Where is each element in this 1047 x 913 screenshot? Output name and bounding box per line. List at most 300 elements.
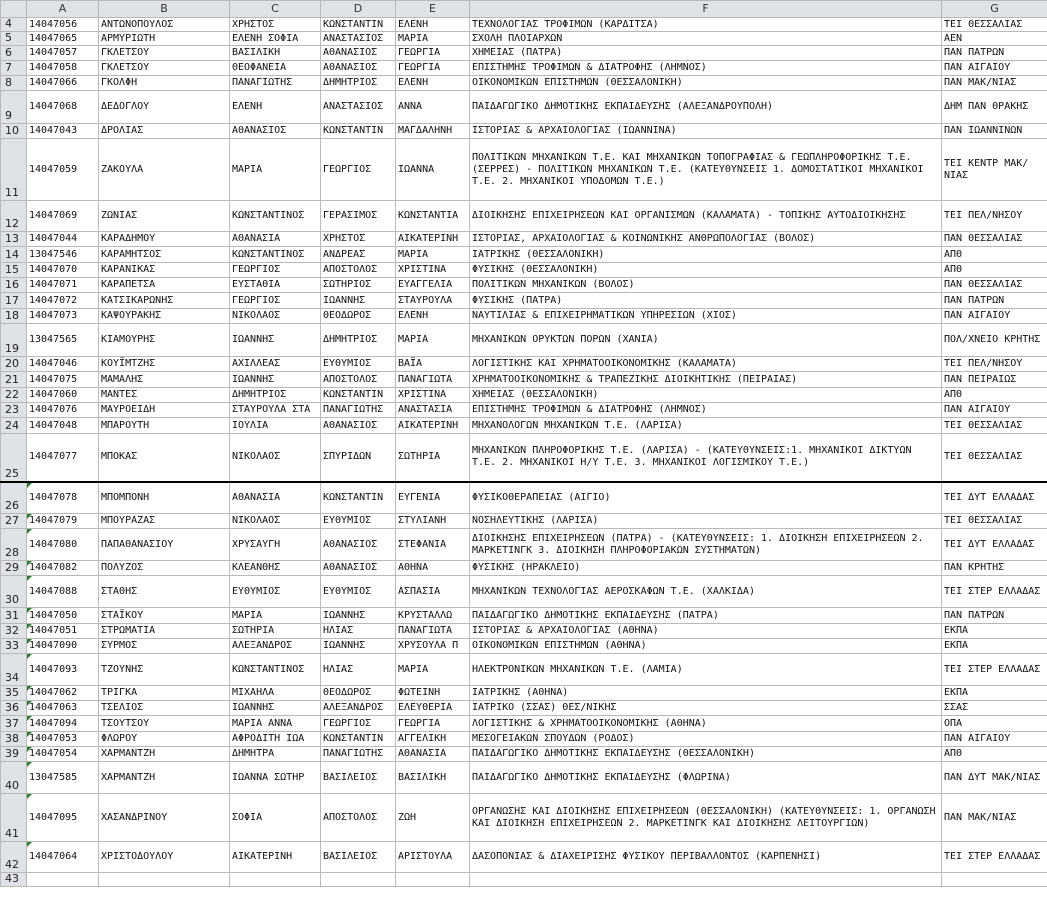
row-header[interactable]: 24	[1, 418, 27, 434]
cell-father-name[interactable]: ΑΘΑΝΑΣΙΟΣ	[321, 418, 396, 434]
row-header[interactable]: 42	[1, 842, 27, 873]
cell-institution[interactable]: ΠΑΝ ΔΥΤ ΜΑΚ/ΝΙΑΣ	[942, 762, 1047, 794]
cell-department[interactable]	[470, 873, 942, 887]
cell-father-name[interactable]: ΑΝΑΣΤΑΣΙΟΣ	[321, 91, 396, 124]
cell-father-name[interactable]: ΕΥΘΥΜΙΟΣ	[321, 576, 396, 608]
row-header[interactable]: 41	[1, 794, 27, 842]
cell-mother-name[interactable]: ΜΑΓΔΑΛΗΝΗ	[396, 124, 470, 139]
cell-department[interactable]: ΠΑΙΔΑΓΩΓΙΚΟ ΔΗΜΟΤΙΚΗΣ ΕΚΠΑΙΔΕΥΣΗΣ (ΘΕΣΣΑΛΟΝΙΚΗ)	[470, 747, 942, 762]
cell-institution[interactable]: ΠΑΝ ΘΕΣΣΑΛΙΑΣ	[942, 278, 1047, 293]
cell-institution[interactable]: ΠΑΝ ΜΑΚ/ΝΙΑΣ	[942, 76, 1047, 91]
cell-id[interactable]: 14047060	[27, 388, 99, 403]
cell-id[interactable]: 14047054	[27, 747, 99, 762]
cell-father-name[interactable]: ΓΕΡΑΣΙΜΟΣ	[321, 201, 396, 232]
cell-institution[interactable]: ΤΕΙ ΚΕΝΤΡ ΜΑΚ/ΝΙΑΣ	[942, 139, 1047, 201]
cell-mother-name[interactable]: ΕΛΕΥΘΕΡΙΑ	[396, 701, 470, 716]
cell-institution[interactable]: ΠΑΝ ΘΕΣΣΑΛΙΑΣ	[942, 232, 1047, 247]
cell-mother-name[interactable]: ΣΩΤΗΡΙΑ	[396, 434, 470, 482]
row-header[interactable]: 7	[1, 61, 27, 76]
cell-mother-name[interactable]	[396, 873, 470, 887]
cell-first-name[interactable]: ΜΑΡΙΑ ΑΝΝΑ	[230, 716, 321, 732]
cell-first-name[interactable]: ΣΩΤΗΡΙΑ	[230, 624, 321, 639]
cell-father-name[interactable]: ΑΘΑΝΑΣΙΟΣ	[321, 529, 396, 561]
cell-first-name[interactable]: ΓΕΩΡΓΙΟΣ	[230, 263, 321, 278]
cell-father-name[interactable]: ΙΩΑΝΝΗΣ	[321, 608, 396, 624]
cell-mother-name[interactable]: ΒΑΪΑ	[396, 357, 470, 372]
cell-surname[interactable]: ΚΑΡΑΝΙΚΑΣ	[99, 263, 230, 278]
cell-surname[interactable]: ΠΑΠΑΘΑΝΑΣΙΟΥ	[99, 529, 230, 561]
cell-institution[interactable]: ΤΕΙ ΘΕΣΣΑΛΙΑΣ	[942, 434, 1047, 482]
row-header[interactable]: 6	[1, 46, 27, 61]
select-all-corner[interactable]	[1, 1, 27, 18]
cell-institution[interactable]: ΕΚΠΑ	[942, 639, 1047, 654]
cell-father-name[interactable]: ΧΡΗΣΤΟΣ	[321, 232, 396, 247]
cell-institution[interactable]: ΠΑΝ ΙΩΑΝΝΙΝΩΝ	[942, 124, 1047, 139]
cell-institution[interactable]: ΕΚΠΑ	[942, 686, 1047, 701]
cell-surname[interactable]: ΖΑΚΟΥΛΑ	[99, 139, 230, 201]
cell-first-name[interactable]: ΕΛΕΝΗ ΣΟΦΙΑ	[230, 32, 321, 46]
row-header[interactable]: 31	[1, 608, 27, 624]
cell-first-name[interactable]: ΧΡΥΣΑΥΓΗ	[230, 529, 321, 561]
cell-institution[interactable]: ΔΗΜ ΠΑΝ ΘΡΑΚΗΣ	[942, 91, 1047, 124]
cell-department[interactable]: ΜΕΣΟΓΕΙΑΚΩΝ ΣΠΟΥΔΩΝ (ΡΟΔΟΣ)	[470, 732, 942, 747]
cell-id[interactable]: 14047073	[27, 309, 99, 324]
cell-father-name[interactable]: ΑΛΕΞΑΝΔΡΟΣ	[321, 701, 396, 716]
cell-father-name[interactable]: ΠΑΝΑΓΙΩΤΗΣ	[321, 747, 396, 762]
cell-institution[interactable]	[942, 873, 1047, 887]
cell-mother-name[interactable]: ΑΝΝΑ	[396, 91, 470, 124]
cell-father-name[interactable]: ΘΕΟΔΩΡΟΣ	[321, 309, 396, 324]
row-header[interactable]: 10	[1, 124, 27, 139]
cell-department[interactable]: ΧΡΗΜΑΤΟΟΙΚΟΝΟΜΙΚΗΣ & ΤΡΑΠΕΖΙΚΗΣ ΔΙΟΙΚΗΤΙΚΗΣ (ΠΕΙΡΑΙΑΣ)	[470, 372, 942, 388]
row-header[interactable]: 20	[1, 357, 27, 372]
cell-mother-name[interactable]: ΦΩΤΕΙΝΗ	[396, 686, 470, 701]
cell-institution[interactable]: ΤΕΙ ΠΕΛ/ΝΗΣΟΥ	[942, 357, 1047, 372]
cell-id[interactable]: 14047065	[27, 32, 99, 46]
cell-surname[interactable]: ΑΝΤΩΝΟΠΟΥΛΟΣ	[99, 18, 230, 32]
cell-surname[interactable]: ΔΕΔΟΓΛΟΥ	[99, 91, 230, 124]
cell-father-name[interactable]: ΘΕΟΔΩΡΟΣ	[321, 686, 396, 701]
cell-father-name[interactable]: ΑΘΑΝΑΣΙΟΣ	[321, 61, 396, 76]
cell-department[interactable]: ΜΗΧΑΝΙΚΩΝ ΠΛΗΡΟΦΟΡΙΚΗΣ Τ.Ε. (ΛΑΡΙΣΑ) - (ΚΑΤΕΥΘΥΝΣΕΙΣ:1. ΜΗΧΑΝΙΚΟΙ ΔΙΚΤΥΩΝ Τ.Ε. 2. ΜΗΧΑΝΙΚΟΙ Η/Υ Τ.Ε. 3. ΜΗΧΑΝΙΚΟΙ ΛΟΓΙΣΜΙΚΟΥ Τ.Ε.)	[470, 434, 942, 482]
cell-first-name[interactable]	[230, 873, 321, 887]
cell-surname[interactable]: ΣΥΡΜΟΣ	[99, 639, 230, 654]
cell-first-name[interactable]: ΝΙΚΟΛΑΟΣ	[230, 514, 321, 529]
cell-mother-name[interactable]: ΕΛΕΝΗ	[396, 18, 470, 32]
cell-father-name[interactable]: ΣΠΥΡΙΔΩΝ	[321, 434, 396, 482]
cell-institution[interactable]: ΠΑΝ ΠΑΤΡΩΝ	[942, 608, 1047, 624]
cell-surname[interactable]: ΤΣΟΥΤΣΟΥ	[99, 716, 230, 732]
cell-first-name[interactable]: ΙΩΑΝΝΗΣ	[230, 701, 321, 716]
cell-mother-name[interactable]: ΓΕΩΡΓΙΑ	[396, 716, 470, 732]
cell-surname[interactable]: ΓΚΟΛΦΗ	[99, 76, 230, 91]
cell-surname[interactable]: ΓΚΛΕΤΣΟΥ	[99, 46, 230, 61]
cell-institution[interactable]: ΑΠΘ	[942, 388, 1047, 403]
cell-surname[interactable]: ΦΛΩΡΟΥ	[99, 732, 230, 747]
column-header-c[interactable]: C	[230, 1, 321, 18]
cell-first-name[interactable]: ΑΦΡΟΔΙΤΗ ΙΩΑ	[230, 732, 321, 747]
cell-first-name[interactable]: ΑΘΑΝΑΣΙΑ	[230, 482, 321, 514]
cell-department[interactable]: ΟΙΚΟΝΟΜΙΚΩΝ ΕΠΙΣΤΗΜΩΝ (ΑΘΗΝΑ)	[470, 639, 942, 654]
cell-father-name[interactable]: ΚΩΝΣΤΑΝΤΙΝ	[321, 18, 396, 32]
cell-mother-name[interactable]: ΙΩΑΝΝΑ	[396, 139, 470, 201]
cell-department[interactable]: ΧΗΜΕΙΑΣ (ΘΕΣΣΑΛΟΝΙΚΗ)	[470, 388, 942, 403]
cell-father-name[interactable]: ΚΩΝΣΤΑΝΤΙΝ	[321, 124, 396, 139]
cell-institution[interactable]: ΤΕΙ ΘΕΣΣΑΛΙΑΣ	[942, 18, 1047, 32]
cell-department[interactable]: ΙΑΤΡΙΚΟ (ΣΣΑΣ) ΘΕΣ/ΝΙΚΗΣ	[470, 701, 942, 716]
cell-first-name[interactable]: ΔΗΜΗΤΡΙΟΣ	[230, 388, 321, 403]
cell-department[interactable]: ΝΑΥΤΙΛΙΑΣ & ΕΠΙΧΕΙΡΗΜΑΤΙΚΩΝ ΥΠΗΡΕΣΙΩΝ (ΧΙΟΣ)	[470, 309, 942, 324]
cell-id[interactable]: 14047095	[27, 794, 99, 842]
cell-first-name[interactable]: ΑΘΑΝΑΣΙΑ	[230, 232, 321, 247]
cell-father-name[interactable]: ΙΩΑΝΝΗΣ	[321, 293, 396, 309]
cell-father-name[interactable]: ΑΠΟΣΤΟΛΟΣ	[321, 372, 396, 388]
cell-surname[interactable]: ΜΠΟΚΑΣ	[99, 434, 230, 482]
cell-department[interactable]: ΕΠΙΣΤΗΜΗΣ ΤΡΟΦΙΜΩΝ & ΔΙΑΤΡΟΦΗΣ (ΛΗΜΝΟΣ)	[470, 403, 942, 418]
row-header[interactable]: 16	[1, 278, 27, 293]
cell-institution[interactable]: ΠΑΝ ΑΙΓΑΙΟΥ	[942, 309, 1047, 324]
cell-father-name[interactable]: ΣΩΤΗΡΙΟΣ	[321, 278, 396, 293]
cell-mother-name[interactable]: ΑΘΗΝΑ	[396, 561, 470, 576]
cell-father-name[interactable]: ΚΩΝΣΤΑΝΤΙΝ	[321, 482, 396, 514]
cell-institution[interactable]: ΤΕΙ ΣΤΕΡ ΕΛΛΑΔΑΣ	[942, 576, 1047, 608]
cell-id[interactable]: 14047050	[27, 608, 99, 624]
cell-mother-name[interactable]: ΠΑΝΑΓΙΩΤΑ	[396, 624, 470, 639]
cell-id[interactable]: 14047062	[27, 686, 99, 701]
cell-id[interactable]: 14047080	[27, 529, 99, 561]
cell-id[interactable]: 14047076	[27, 403, 99, 418]
cell-id[interactable]: 14047090	[27, 639, 99, 654]
row-header[interactable]: 23	[1, 403, 27, 418]
cell-first-name[interactable]: ΑΘΑΝΑΣΙΟΣ	[230, 124, 321, 139]
cell-id[interactable]: 14047088	[27, 576, 99, 608]
cell-id[interactable]: 14047053	[27, 732, 99, 747]
cell-mother-name[interactable]: ΜΑΡΙΑ	[396, 654, 470, 686]
cell-surname[interactable]: ΤΖΟΥΝΗΣ	[99, 654, 230, 686]
cell-id[interactable]: 14047066	[27, 76, 99, 91]
cell-mother-name[interactable]: ΣΤΑΥΡΟΥΛΑ	[396, 293, 470, 309]
cell-department[interactable]: ΗΛΕΚΤΡΟΝΙΚΩΝ ΜΗΧΑΝΙΚΩΝ Τ.Ε. (ΛΑΜΙΑ)	[470, 654, 942, 686]
cell-department[interactable]: ΙΣΤΟΡΙΑΣ, ΑΡΧΑΙΟΛΟΓΙΑΣ & ΚΟΙΝΩΝΙΚΗΣ ΑΝΘΡΩΠΟΛΟΓΙΑΣ (ΒΟΛΟΣ)	[470, 232, 942, 247]
row-header[interactable]: 35	[1, 686, 27, 701]
cell-mother-name[interactable]: ΖΩΗ	[396, 794, 470, 842]
row-header[interactable]: 30	[1, 576, 27, 608]
cell-id[interactable]: 14047064	[27, 842, 99, 873]
cell-mother-name[interactable]: ΒΑΣΙΛΙΚΗ	[396, 762, 470, 794]
cell-mother-name[interactable]: ΣΤΕΦΑΝΙΑ	[396, 529, 470, 561]
cell-mother-name[interactable]: ΓΕΩΡΓΙΑ	[396, 61, 470, 76]
cell-first-name[interactable]: ΜΙΧΑΗΛΑ	[230, 686, 321, 701]
cell-mother-name[interactable]: ΧΡΙΣΤΙΝΑ	[396, 263, 470, 278]
cell-surname[interactable]: ΧΑΡΜΑΝΤΖΗ	[99, 762, 230, 794]
cell-id[interactable]: 14047077	[27, 434, 99, 482]
cell-id[interactable]: 14047059	[27, 139, 99, 201]
row-header[interactable]: 13	[1, 232, 27, 247]
cell-first-name[interactable]: ΑΙΚΑΤΕΡΙΝΗ	[230, 842, 321, 873]
cell-mother-name[interactable]: ΜΑΡΙΑ	[396, 32, 470, 46]
cell-surname[interactable]: ΚΑΡΑΔΗΜΟΥ	[99, 232, 230, 247]
row-header[interactable]: 29	[1, 561, 27, 576]
cell-id[interactable]: 14047063	[27, 701, 99, 716]
cell-institution[interactable]: ΑΠΘ	[942, 747, 1047, 762]
cell-department[interactable]: ΠΟΛΙΤΙΚΩΝ ΜΗΧΑΝΙΚΩΝ (ΒΟΛΟΣ)	[470, 278, 942, 293]
cell-department[interactable]: ΔΙΟΙΚΗΣΗΣ ΕΠΙΧΕΙΡΗΣΕΩΝ (ΠΑΤΡΑ) - (ΚΑΤΕΥΘΥΝΣΕΙΣ: 1. ΔΙΟΙΚΗΣΗ ΕΠΙΧΕΙΡΗΣΕΩΝ 2. ΜΑΡΚΕΤΙΝΓΚ 3. ΔΙΟΙΚΗΣΗ ΠΛΗΡΟΦΟΡΙΑΚΩΝ ΣΥΣΤΗΜΑΤΩΝ)	[470, 529, 942, 561]
cell-surname[interactable]: ΣΤΑΘΗΣ	[99, 576, 230, 608]
cell-id[interactable]: 14047046	[27, 357, 99, 372]
cell-father-name[interactable]: ΑΠΟΣΤΟΛΟΣ	[321, 263, 396, 278]
cell-mother-name[interactable]: ΧΡΙΣΤΙΝΑ	[396, 388, 470, 403]
cell-mother-name[interactable]: ΓΕΩΡΓΙΑ	[396, 46, 470, 61]
cell-mother-name[interactable]: ΕΥΓΕΝΙΑ	[396, 482, 470, 514]
cell-department[interactable]: ΙΣΤΟΡΙΑΣ & ΑΡΧΑΙΟΛΟΓΙΑΣ (ΙΩΑΝΝΙΝΑ)	[470, 124, 942, 139]
cell-institution[interactable]: ΟΠΑ	[942, 716, 1047, 732]
cell-institution[interactable]: ΑΠΘ	[942, 247, 1047, 263]
cell-department[interactable]: ΦΥΣΙΚΟΘΕΡΑΠΕΙΑΣ (ΑΙΓΙΟ)	[470, 482, 942, 514]
cell-first-name[interactable]: ΣΤΑΥΡΟΥΛΑ ΣΤΑ	[230, 403, 321, 418]
row-header[interactable]: 43	[1, 873, 27, 887]
cell-department[interactable]: ΜΗΧΑΝΟΛΟΓΩΝ ΜΗΧΑΝΙΚΩΝ Τ.Ε. (ΛΑΡΙΣΑ)	[470, 418, 942, 434]
cell-id[interactable]: 14047070	[27, 263, 99, 278]
row-header[interactable]: 17	[1, 293, 27, 309]
cell-surname[interactable]: ΣΤΡΩΜΑΤΙΑ	[99, 624, 230, 639]
cell-first-name[interactable]: ΑΧΙΛΛΕΑΣ	[230, 357, 321, 372]
row-header[interactable]: 21	[1, 372, 27, 388]
cell-father-name[interactable]: ΔΗΜΗΤΡΙΟΣ	[321, 324, 396, 357]
cell-surname[interactable]: ΜΑΝΤΕΣ	[99, 388, 230, 403]
cell-surname[interactable]	[99, 873, 230, 887]
row-header[interactable]: 40	[1, 762, 27, 794]
cell-department[interactable]: ΠΑΙΔΑΓΩΓΙΚΟ ΔΗΜΟΤΙΚΗΣ ΕΚΠΑΙΔΕΥΣΗΣ (ΦΛΩΡΙΝΑ)	[470, 762, 942, 794]
row-header[interactable]: 8	[1, 76, 27, 91]
cell-father-name[interactable]: ΓΕΩΡΓΙΟΣ	[321, 139, 396, 201]
cell-father-name[interactable]: ΑΝΔΡΕΑΣ	[321, 247, 396, 263]
cell-department[interactable]: ΦΥΣΙΚΗΣ (ΘΕΣΣΑΛΟΝΙΚΗ)	[470, 263, 942, 278]
cell-id[interactable]: 14047057	[27, 46, 99, 61]
row-header[interactable]: 37	[1, 716, 27, 732]
cell-id[interactable]: 14047058	[27, 61, 99, 76]
cell-department[interactable]: ΠΑΙΔΑΓΩΓΙΚΟ ΔΗΜΟΤΙΚΗΣ ΕΚΠΑΙΔΕΥΣΗΣ (ΠΑΤΡΑ)	[470, 608, 942, 624]
cell-first-name[interactable]: ΙΩΑΝΝΗΣ	[230, 324, 321, 357]
cell-institution[interactable]: ΠΑΝ ΠΑΤΡΩΝ	[942, 293, 1047, 309]
cell-id[interactable]: 14047079	[27, 514, 99, 529]
cell-surname[interactable]: ΚΙΑΜΟΥΡΗΣ	[99, 324, 230, 357]
row-header[interactable]: 18	[1, 309, 27, 324]
row-header[interactable]: 39	[1, 747, 27, 762]
cell-department[interactable]: ΙΣΤΟΡΙΑΣ & ΑΡΧΑΙΟΛΟΓΙΑΣ (ΑΘΗΝΑ)	[470, 624, 942, 639]
cell-institution[interactable]: ΠΑΝ ΠΑΤΡΩΝ	[942, 46, 1047, 61]
cell-department[interactable]: ΕΠΙΣΤΗΜΗΣ ΤΡΟΦΙΜΩΝ & ΔΙΑΤΡΟΦΗΣ (ΛΗΜΝΟΣ)	[470, 61, 942, 76]
cell-surname[interactable]: ΖΩΝΙΑΣ	[99, 201, 230, 232]
cell-institution[interactable]: ΠΑΝ ΑΙΓΑΙΟΥ	[942, 61, 1047, 76]
column-header-f[interactable]: F	[470, 1, 942, 18]
cell-first-name[interactable]: ΝΙΚΟΛΑΟΣ	[230, 309, 321, 324]
cell-institution[interactable]: ΤΕΙ ΘΕΣΣΑΛΙΑΣ	[942, 514, 1047, 529]
cell-institution[interactable]: ΑΠΘ	[942, 263, 1047, 278]
cell-institution[interactable]: ΠΑΝ ΑΙΓΑΙΟΥ	[942, 403, 1047, 418]
cell-first-name[interactable]: ΜΑΡΙΑ	[230, 139, 321, 201]
column-header-d[interactable]: D	[321, 1, 396, 18]
cell-father-name[interactable]: ΠΑΝΑΓΙΩΤΗΣ	[321, 403, 396, 418]
cell-institution[interactable]: ΤΕΙ ΣΤΕΡ ΕΛΛΑΔΑΣ	[942, 842, 1047, 873]
cell-department[interactable]: ΦΥΣΙΚΗΣ (ΗΡΑΚΛΕΙΟ)	[470, 561, 942, 576]
row-header[interactable]: 27	[1, 514, 27, 529]
cell-father-name[interactable]: ΗΛΙΑΣ	[321, 654, 396, 686]
cell-surname[interactable]: ΠΟΛΥΖΟΣ	[99, 561, 230, 576]
column-header-e[interactable]: E	[396, 1, 470, 18]
row-header[interactable]: 12	[1, 201, 27, 232]
row-header[interactable]: 19	[1, 324, 27, 357]
cell-first-name[interactable]: ΑΛΕΞΑΝΔΡΟΣ	[230, 639, 321, 654]
cell-father-name[interactable]: ΚΩΝΣΤΑΝΤΙΝ	[321, 388, 396, 403]
row-header[interactable]: 28	[1, 529, 27, 561]
cell-surname[interactable]: ΤΡΙΓΚΑ	[99, 686, 230, 701]
cell-department[interactable]: ΠΑΙΔΑΓΩΓΙΚΟ ΔΗΜΟΤΙΚΗΣ ΕΚΠΑΙΔΕΥΣΗΣ (ΑΛΕΞΑΝΔΡΟΥΠΟΛΗ)	[470, 91, 942, 124]
cell-surname[interactable]: ΤΣΕΛΙΟΣ	[99, 701, 230, 716]
cell-institution[interactable]: ΠΑΝ ΑΙΓΑΙΟΥ	[942, 732, 1047, 747]
cell-department[interactable]: ΣΧΟΛΗ ΠΛΟΙΑΡΧΩΝ	[470, 32, 942, 46]
cell-first-name[interactable]: ΓΕΩΡΓΙΟΣ	[230, 293, 321, 309]
cell-first-name[interactable]: ΚΩΝΣΤΑΝΤΙΝΟΣ	[230, 654, 321, 686]
cell-id[interactable]: 14047094	[27, 716, 99, 732]
cell-id[interactable]: 14047093	[27, 654, 99, 686]
cell-first-name[interactable]: ΕΥΣΤΑΘΙΑ	[230, 278, 321, 293]
cell-mother-name[interactable]: ΑΙΚΑΤΕΡΙΝΗ	[396, 418, 470, 434]
cell-father-name[interactable]: ΗΛΙΑΣ	[321, 624, 396, 639]
cell-surname[interactable]: ΚΑΨΟΥΡΑΚΗΣ	[99, 309, 230, 324]
cell-mother-name[interactable]: ΧΡΥΣΟΥΛΑ Π	[396, 639, 470, 654]
cell-father-name[interactable]: ΑΝΑΣΤΑΣΙΟΣ	[321, 32, 396, 46]
cell-surname[interactable]: ΜΠΑΡΟΥΤΗ	[99, 418, 230, 434]
cell-first-name[interactable]: ΙΟΥΛΙΑ	[230, 418, 321, 434]
cell-mother-name[interactable]: ΕΥΑΓΓΕΛΙΑ	[396, 278, 470, 293]
cell-surname[interactable]: ΜΑΜΑΛΗΣ	[99, 372, 230, 388]
cell-mother-name[interactable]: ΑΝΑΣΤΑΣΙΑ	[396, 403, 470, 418]
cell-surname[interactable]: ΑΡΜΥΡΙΩΤΗ	[99, 32, 230, 46]
cell-department[interactable]: ΝΟΣΗΛΕΥΤΙΚΗΣ (ΛΑΡΙΣΑ)	[470, 514, 942, 529]
cell-mother-name[interactable]: ΕΛΕΝΗ	[396, 309, 470, 324]
cell-department[interactable]: ΙΑΤΡΙΚΗΣ (ΘΕΣΣΑΛΟΝΙΚΗ)	[470, 247, 942, 263]
cell-first-name[interactable]: ΘΕΟΦΑΝΕΙΑ	[230, 61, 321, 76]
row-header[interactable]: 26	[1, 482, 27, 514]
cell-father-name[interactable]: ΑΘΑΝΑΣΙΟΣ	[321, 46, 396, 61]
cell-institution[interactable]: ΠΑΝ ΜΑΚ/ΝΙΑΣ	[942, 794, 1047, 842]
cell-father-name[interactable]	[321, 873, 396, 887]
column-header-g[interactable]: G	[942, 1, 1047, 18]
row-header[interactable]: 11	[1, 139, 27, 201]
row-header[interactable]: 9	[1, 91, 27, 124]
column-header-b[interactable]: B	[99, 1, 230, 18]
cell-father-name[interactable]: ΔΗΜΗΤΡΙΟΣ	[321, 76, 396, 91]
cell-first-name[interactable]: ΙΩΑΝΝΑ ΣΩΤΗΡ	[230, 762, 321, 794]
row-header[interactable]: 22	[1, 388, 27, 403]
cell-id[interactable]: 14047044	[27, 232, 99, 247]
cell-id[interactable]: 14047071	[27, 278, 99, 293]
cell-mother-name[interactable]: ΕΛΕΝΗ	[396, 76, 470, 91]
cell-surname[interactable]: ΜΠΟΜΠΟΝΗ	[99, 482, 230, 514]
row-header[interactable]: 4	[1, 18, 27, 32]
row-header[interactable]: 33	[1, 639, 27, 654]
cell-id[interactable]: 14047056	[27, 18, 99, 32]
cell-surname[interactable]: ΚΑΡΑΜΗΤΣΟΣ	[99, 247, 230, 263]
cell-first-name[interactable]: ΚΩΝΣΤΑΝΤΙΝΟΣ	[230, 201, 321, 232]
cell-father-name[interactable]: ΕΥΘΥΜΙΟΣ	[321, 357, 396, 372]
cell-department[interactable]: ΟΙΚΟΝΟΜΙΚΩΝ ΕΠΙΣΤΗΜΩΝ (ΘΕΣΣΑΛΟΝΙΚΗ)	[470, 76, 942, 91]
cell-surname[interactable]: ΚΑΡΑΠΕΤΣΑ	[99, 278, 230, 293]
cell-surname[interactable]: ΓΚΛΕΤΣΟΥ	[99, 61, 230, 76]
cell-first-name[interactable]: ΙΩΑΝΝΗΣ	[230, 372, 321, 388]
cell-surname[interactable]: ΚΟΥΪΜΤΖΗΣ	[99, 357, 230, 372]
cell-id[interactable]: 14047075	[27, 372, 99, 388]
row-header[interactable]: 5	[1, 32, 27, 46]
cell-father-name[interactable]: ΑΘΑΝΑΣΙΟΣ	[321, 561, 396, 576]
cell-id[interactable]: 14047078	[27, 482, 99, 514]
cell-id[interactable]: 13047585	[27, 762, 99, 794]
cell-id[interactable]: 14047051	[27, 624, 99, 639]
cell-first-name[interactable]: ΧΡΗΣΤΟΣ	[230, 18, 321, 32]
cell-department[interactable]: ΛΟΓΙΣΤΙΚΗΣ ΚΑΙ ΧΡΗΜΑΤΟΟΙΚΟΝΟΜΙΚΗΣ (ΚΑΛΑΜΑΤΑ)	[470, 357, 942, 372]
cell-institution[interactable]: ΠΑΝ ΠΕΙΡΑΙΩΣ	[942, 372, 1047, 388]
cell-department[interactable]: ΠΟΛΙΤΙΚΩΝ ΜΗΧΑΝΙΚΩΝ Τ.Ε. ΚΑΙ ΜΗΧΑΝΙΚΩΝ ΤΟΠΟΓΡΑΦΙΑΣ & ΓΕΩΠΛΗΡΟΦΟΡΙΚΗΣ Τ.Ε. (ΣΕΡΡΕΣ) - ΠΟΛΙΤΙΚΩΝ ΜΗΧΑΝΙΚΩΝ Τ.Ε. (ΚΑΤΕΥΘΥΝΣΕΙΣ 1. ΔΟΜΟΣΤΑΤΙΚΟΙ ΜΗΧΑΝΙΚΟΙ Τ.Ε. 2. ΜΗΧΑΝΙΚΟΙ ΥΠΟΔΟΜΩΝ Τ.Ε.)	[470, 139, 942, 201]
cell-father-name[interactable]: ΑΠΟΣΤΟΛΟΣ	[321, 794, 396, 842]
cell-father-name[interactable]: ΒΑΣΙΛΕΙΟΣ	[321, 762, 396, 794]
cell-mother-name[interactable]: ΑΘΑΝΑΣΙΑ	[396, 747, 470, 762]
cell-mother-name[interactable]: ΑΣΠΑΣΙΑ	[396, 576, 470, 608]
cell-id[interactable]: 14047082	[27, 561, 99, 576]
cell-department[interactable]: ΔΙΟΙΚΗΣΗΣ ΕΠΙΧΕΙΡΗΣΕΩΝ ΚΑΙ ΟΡΓΑΝΙΣΜΩΝ (ΚΑΛΑΜΑΤΑ) - ΤΟΠΙΚΗΣ ΑΥΤΟΔΙΟΙΚΗΣΗΣ	[470, 201, 942, 232]
cell-first-name[interactable]: ΔΗΜΗΤΡΑ	[230, 747, 321, 762]
cell-mother-name[interactable]: ΜΑΡΙΑ	[396, 247, 470, 263]
cell-id[interactable]: 14047048	[27, 418, 99, 434]
cell-first-name[interactable]: ΚΛΕΑΝΘΗΣ	[230, 561, 321, 576]
cell-department[interactable]: ΔΑΣΟΠΟΝΙΑΣ & ΔΙΑΧΕΙΡΙΣΗΣ ΦΥΣΙΚΟΥ ΠΕΡΙΒΑΛΛΟΝΤΟΣ (ΚΑΡΠΕΝΗΣΙ)	[470, 842, 942, 873]
cell-surname[interactable]: ΚΑΤΣΙΚΑΡΩΝΗΣ	[99, 293, 230, 309]
cell-institution[interactable]: ΕΚΠΑ	[942, 624, 1047, 639]
cell-id[interactable]	[27, 873, 99, 887]
cell-department[interactable]: ΤΕΧΝΟΛΟΓΙΑΣ ΤΡΟΦΙΜΩΝ (ΚΑΡΔΙΤΣΑ)	[470, 18, 942, 32]
cell-father-name[interactable]: ΒΑΣΙΛΕΙΟΣ	[321, 842, 396, 873]
cell-surname[interactable]: ΧΡΙΣΤΟΔΟΥΛΟΥ	[99, 842, 230, 873]
cell-first-name[interactable]: ΒΑΣΙΛΙΚΗ	[230, 46, 321, 61]
row-header[interactable]: 38	[1, 732, 27, 747]
cell-surname[interactable]: ΜΠΟΥΡΑΖΑΣ	[99, 514, 230, 529]
cell-department[interactable]: ΙΑΤΡΙΚΗΣ (ΑΘΗΝΑ)	[470, 686, 942, 701]
cell-mother-name[interactable]: ΑΡΙΣΤΟΥΛΑ	[396, 842, 470, 873]
row-header[interactable]: 25	[1, 434, 27, 482]
cell-department[interactable]: ΦΥΣΙΚΗΣ (ΠΑΤΡΑ)	[470, 293, 942, 309]
cell-father-name[interactable]: ΚΩΝΣΤΑΝΤΙΝ	[321, 732, 396, 747]
cell-id[interactable]: 13047565	[27, 324, 99, 357]
row-header[interactable]: 36	[1, 701, 27, 716]
cell-surname[interactable]: ΧΑΡΜΑΝΤΖΗ	[99, 747, 230, 762]
cell-institution[interactable]: ΑΕΝ	[942, 32, 1047, 46]
cell-mother-name[interactable]: ΜΑΡΙΑ	[396, 324, 470, 357]
cell-institution[interactable]: ΣΣΑΣ	[942, 701, 1047, 716]
cell-department[interactable]: ΟΡΓΑΝΩΣΗΣ ΚΑΙ ΔΙΟΙΚΗΣΗΣ ΕΠΙΧΕΙΡΗΣΕΩΝ (ΘΕΣΣΑΛΟΝΙΚΗ) (ΚΑΤΕΥΘΥΝΣΕΙΣ: 1. ΟΡΓΑΝΩΣΗ ΚΑΙ ΔΙΟΙΚΗΣΗ ΕΠΙΧΕΙΡΗΣΕΩΝ 2. ΜΑΡΚΕΤΙΝΓΚ ΚΑΙ ΔΙΟΙΚΗΣΗΣ ΛΕΙΤΟΥΡΓΙΩΝ)	[470, 794, 942, 842]
cell-department[interactable]: ΧΗΜΕΙΑΣ (ΠΑΤΡΑ)	[470, 46, 942, 61]
cell-father-name[interactable]: ΙΩΑΝΝΗΣ	[321, 639, 396, 654]
cell-mother-name[interactable]: ΑΓΓΕΛΙΚΗ	[396, 732, 470, 747]
row-header[interactable]: 34	[1, 654, 27, 686]
cell-institution[interactable]: ΤΕΙ ΔΥΤ ΕΛΛΑΔΑΣ	[942, 482, 1047, 514]
cell-surname[interactable]: ΜΑΥΡΟΕΙΔΗ	[99, 403, 230, 418]
cell-mother-name[interactable]: ΚΡΥΣΤΑΛΛΩ	[396, 608, 470, 624]
row-header[interactable]: 15	[1, 263, 27, 278]
cell-first-name[interactable]: ΠΑΝΑΓΙΩΤΗΣ	[230, 76, 321, 91]
cell-institution[interactable]: ΤΕΙ ΔΥΤ ΕΛΛΑΔΑΣ	[942, 529, 1047, 561]
cell-first-name[interactable]: ΜΑΡΙΑ	[230, 608, 321, 624]
cell-mother-name[interactable]: ΑΙΚΑΤΕΡΙΝΗ	[396, 232, 470, 247]
cell-surname[interactable]: ΔΡΟΛΙΑΣ	[99, 124, 230, 139]
